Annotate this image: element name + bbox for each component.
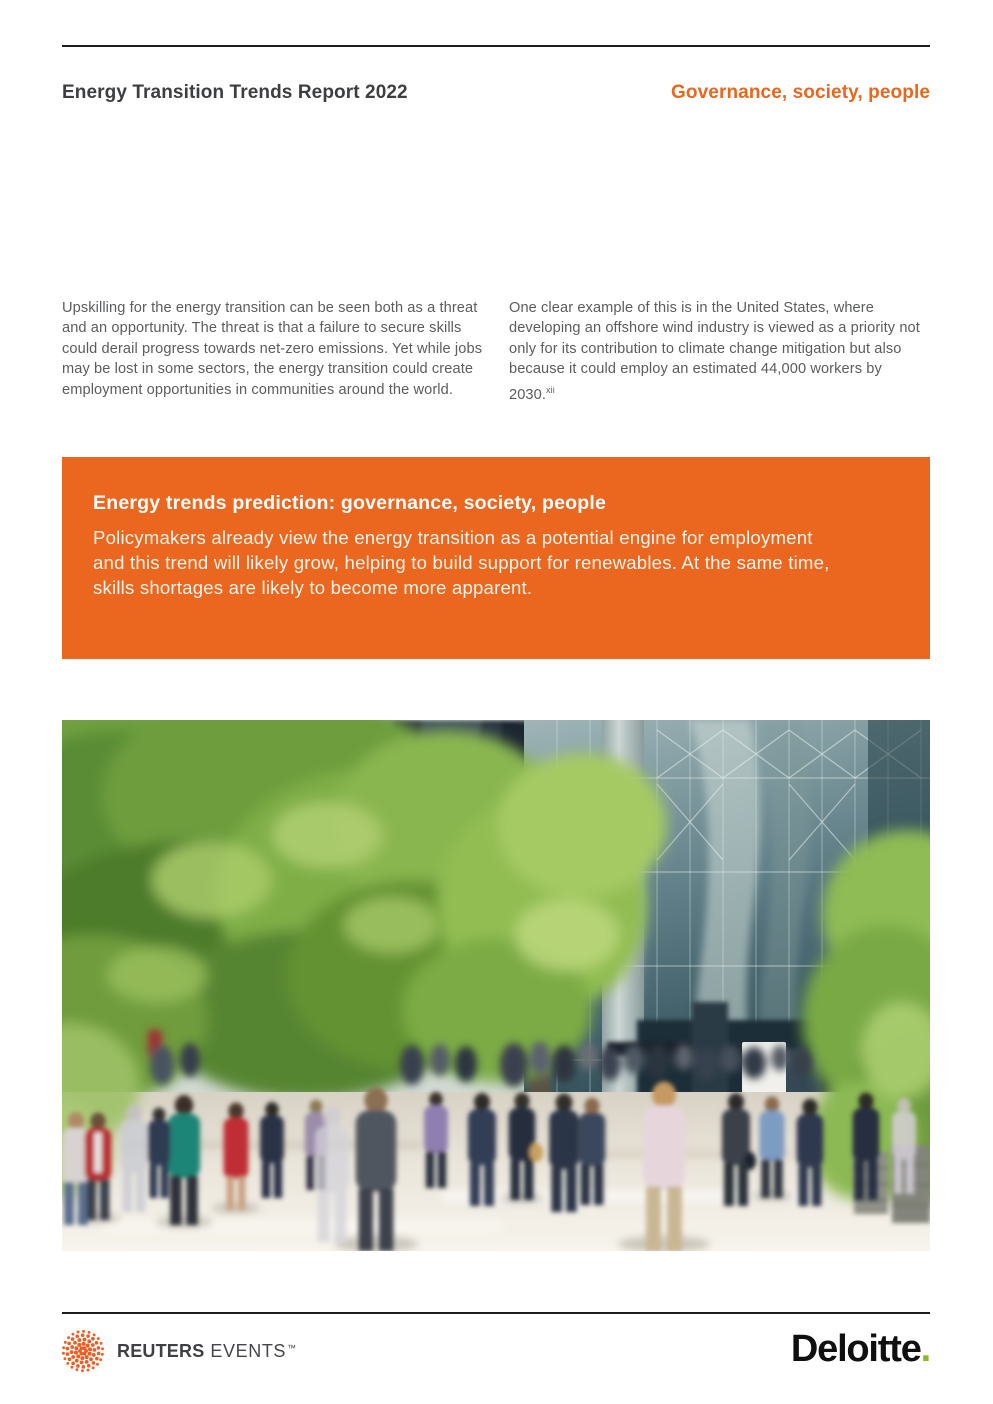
prediction-callout bbox=[62, 457, 930, 659]
bottom-divider-line bbox=[62, 1312, 930, 1314]
page-title: Energy Transition Trends Report 2022 bbox=[62, 82, 408, 103]
top-divider-line bbox=[62, 45, 930, 47]
section-title: Governance, society, people bbox=[671, 82, 930, 103]
reuters-logo-icon bbox=[60, 1328, 106, 1374]
reuters-events-wordmark bbox=[117, 1341, 295, 1362]
crowd-photo bbox=[62, 720, 930, 1251]
body-columns bbox=[62, 298, 930, 405]
deloitte-green-dot: . bbox=[920, 1328, 930, 1370]
deloitte-logo bbox=[791, 1328, 930, 1371]
crowd-photo-illustration bbox=[62, 720, 930, 1251]
body-paragraph-right bbox=[509, 298, 930, 405]
callout-heading: Energy trends prediction: governance, society, people bbox=[93, 492, 607, 514]
reuters-wordmark: REUTERS bbox=[117, 1340, 205, 1361]
body-paragraph-left: Upskilling for the energy transition can be seen both as a threat and an opportunity. The threat is that a failure to secure skills could derail progress towards net-zero emissions. Yet while jobs may be lost in some sectors, the energy transition could create employment opportunities in communities around the world. bbox=[62, 300, 483, 398]
deloitte-wordmark: Deloitte bbox=[790, 1328, 921, 1370]
events-wordmark: EVENTS bbox=[210, 1340, 287, 1361]
footnote-reference: xii bbox=[546, 384, 555, 395]
trademark-symbol: ™ bbox=[287, 1342, 297, 1353]
callout-body: Policymakers already view the energy transition as a potential engine for employment and this trend will likely grow, helping to build support for renewables. At the same time, skills shortages are likely to become more apparent. bbox=[93, 527, 830, 598]
body-paragraph-right-text: One clear example of this is in the United States, where developing an offshore wind industry is viewed as a priority not only for its contribution to climate change mitigation but also because it could employ an estimated 44,000 workers by 2030. bbox=[509, 300, 920, 403]
reuters-events-logo bbox=[60, 1328, 295, 1374]
